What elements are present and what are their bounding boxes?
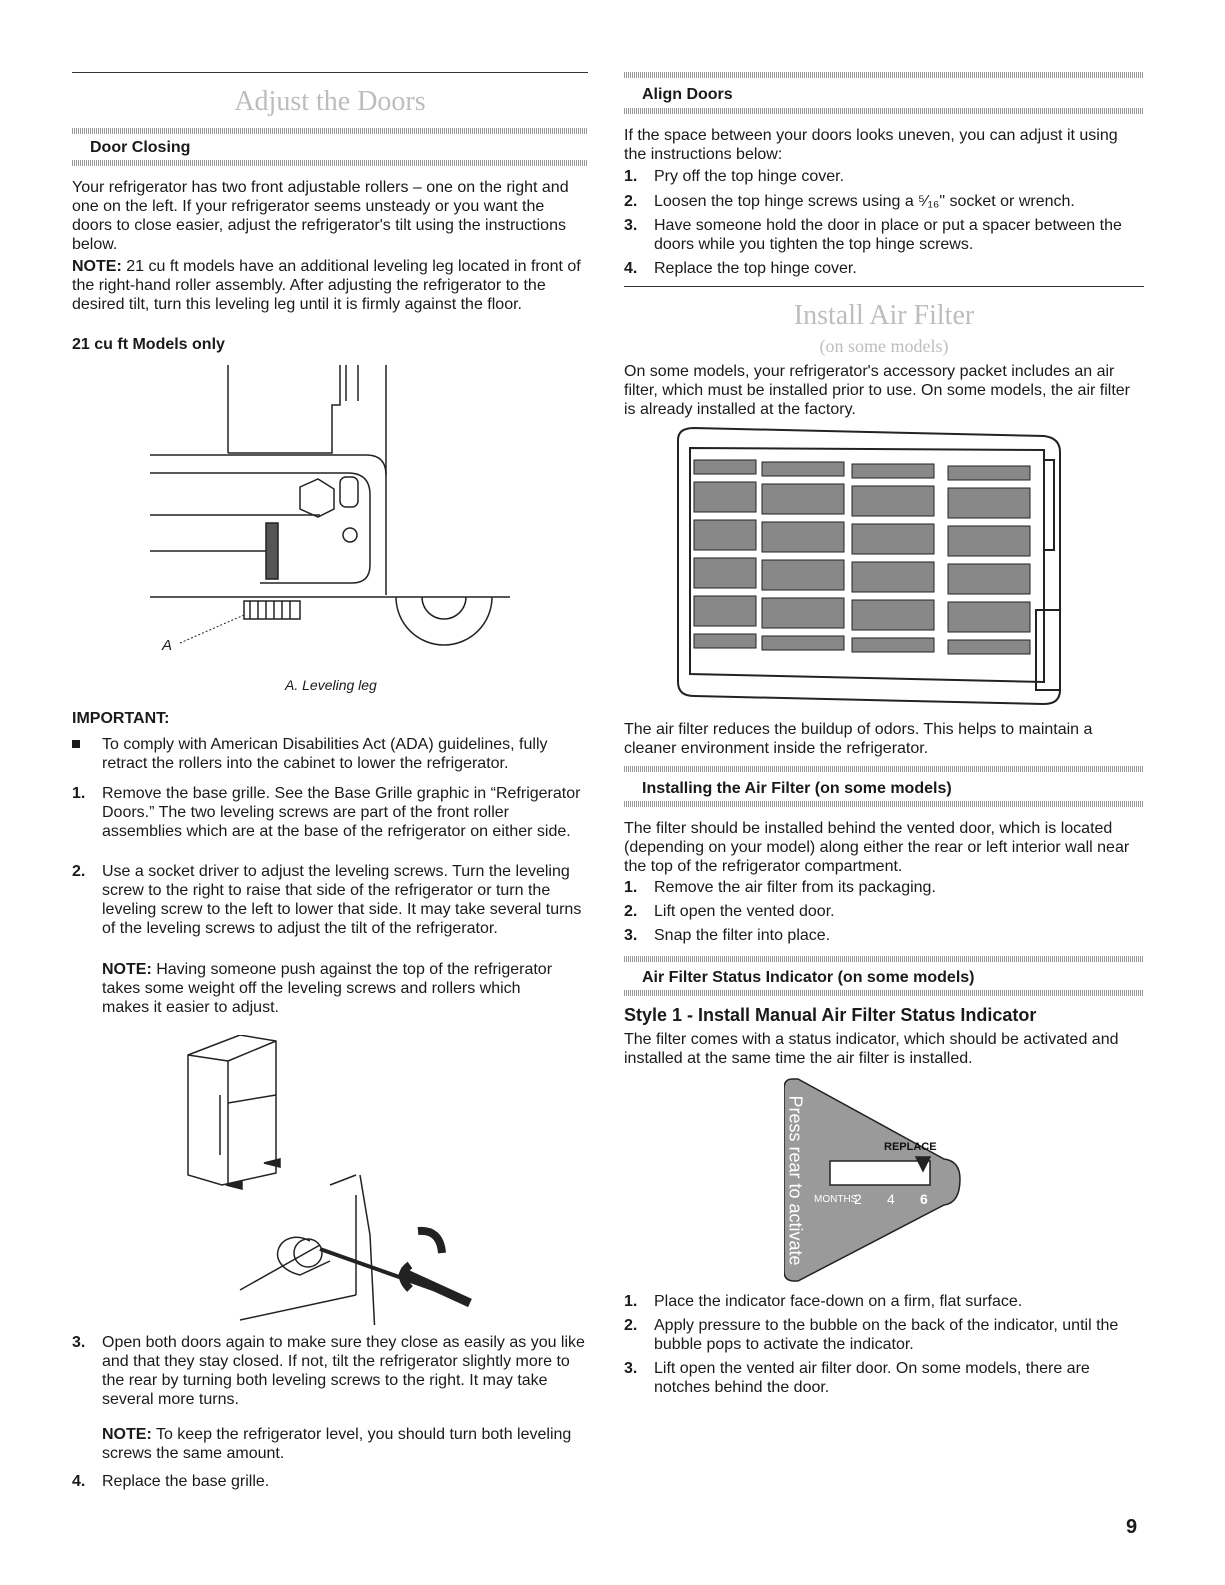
indicator-vertical-text: Press rear to activate	[785, 1095, 806, 1266]
align-step-3	[624, 216, 1144, 254]
status-step-3	[624, 1359, 1144, 1397]
step-text: Lift open the vented air filter door. On some models, there are notches behind the door.	[654, 1360, 1090, 1396]
hatch-rule	[624, 956, 1144, 962]
models-heading: 21 cu ft Models only	[72, 336, 225, 353]
step-text: Snap the filter into place.	[654, 927, 831, 944]
indicator-replace-label: REPLACE	[884, 1141, 937, 1153]
indicator-month-4: 4	[887, 1191, 895, 1207]
step-number: 3.	[624, 1360, 638, 1377]
step-text: Pry off the top hinge cover.	[654, 168, 845, 185]
installing-filter-heading: Installing the Air Filter (on some models)	[642, 780, 952, 797]
step-number: 1.	[72, 785, 86, 802]
note-level	[102, 1425, 572, 1463]
note-label: NOTE:	[102, 1426, 152, 1443]
installing-step-1	[624, 878, 1144, 897]
note-label: NOTE:	[72, 258, 122, 275]
indicator-month-6: 6	[920, 1191, 928, 1207]
note-label: NOTE:	[102, 961, 152, 978]
installing-intro: The filter should be installed behind the vented door, which is located (depending on your model) along either the rear or left interior wall near the top of the refrigerator compartment.	[624, 820, 1130, 875]
important-bullet	[72, 735, 588, 773]
hatch-rule	[72, 128, 588, 134]
note-text: 21 cu ft models have an additional leveling leg located in front of the right-hand roller assembly. After adjusting the refrigerator to the desired tilt, turn this leveling leg until it is firmly against the floor.	[72, 258, 581, 313]
section-subtitle-on-some-models: (on some models)	[819, 336, 949, 356]
page-number: 9	[1126, 1516, 1138, 1538]
hatch-rule	[624, 766, 1144, 772]
rule-install-filter	[624, 286, 1144, 287]
align-step-2	[624, 192, 1144, 211]
top-rule-left	[72, 72, 588, 73]
left-step-2	[72, 862, 588, 938]
figure-caption-leveling-leg: A. Leveling leg	[285, 677, 377, 693]
step-number: 2.	[624, 903, 638, 920]
hatch-rule	[624, 990, 1144, 996]
step-text: Remove the air filter from its packaging.	[654, 879, 936, 896]
note-text: To keep the refrigerator level, you should turn both leveling screws the same amount.	[102, 1426, 572, 1462]
door-closing-heading: Door Closing	[90, 139, 191, 156]
step-text: Apply pressure to the bubble on the back of the indicator, until the bubble pops to activate the indicator.	[654, 1317, 1119, 1353]
air-filter-illustration	[664, 420, 1080, 712]
step-number: 2.	[624, 193, 638, 210]
section-title-adjust-doors: Adjust the Doors	[234, 86, 426, 117]
step-text: Lift open the vented door.	[654, 903, 835, 920]
note-push	[102, 960, 572, 1017]
status-intro: The filter comes with a status indicator, which should be activated and installed at the same time the air filter is installed.	[624, 1031, 1119, 1067]
hatch-rule	[624, 801, 1144, 807]
important-heading: IMPORTANT:	[72, 710, 170, 727]
step-text: Remove the base grille. See the Base Grille graphic in “Refrigerator Doors.” The two leveling screws are part of the front roller assemblies which are at the base of the refrigerator on either side.	[102, 785, 581, 840]
align-doors-heading: Align Doors	[642, 86, 733, 103]
step-text: Loosen the top hinge screws using a ⁵⁄₁₆" socket or wrench.	[654, 193, 1075, 210]
indicator-months-label: MONTHS	[814, 1194, 858, 1205]
hatch-rule	[624, 72, 1144, 78]
align-doors-intro: If the space between your doors looks uneven, you can adjust it using the instructions below:	[624, 127, 1118, 163]
step-text: Open both doors again to make sure they close as easily as you like and that they stay closed. If not, tilt the refrigerator slightly more to the rear by turning both leveling screws to the right. It may take several more turns.	[102, 1334, 585, 1408]
filter-reduces-odors: The air filter reduces the buildup of odors. This helps to maintain a cleaner environment inside the refrigerator.	[624, 721, 1093, 757]
left-step-3	[72, 1333, 588, 1409]
leveling-leg-illustration	[140, 365, 520, 660]
bullet-square-icon	[72, 740, 80, 748]
important-bullet-text: To comply with American Disabilities Act (ADA) guidelines, fully retract the rollers into the cabinet to lower the refrigerator.	[102, 736, 548, 772]
socket-driver-illustration	[180, 1035, 500, 1325]
status-step-1	[624, 1292, 1144, 1311]
status-indicator-illustration	[784, 1075, 974, 1285]
step-text: Replace the base grille.	[102, 1473, 270, 1490]
step-number: 2.	[624, 1317, 638, 1334]
door-closing-para: Your refrigerator has two front adjustable rollers – one on the right and one on the left. If your refrigerator seems unsteady or you want the doors to close easier, adjust the refrigerator's tilt using the instructions below.	[72, 179, 569, 253]
left-step-1	[72, 784, 588, 841]
note-21cuft	[72, 257, 588, 314]
step-number: 3.	[624, 927, 638, 944]
indicator-month-2: 2	[854, 1191, 862, 1207]
step-number: 1.	[624, 1293, 638, 1310]
installing-step-3	[624, 926, 1144, 945]
step-number: 2.	[72, 863, 86, 880]
hatch-rule	[72, 160, 588, 166]
status-step-2	[624, 1316, 1144, 1354]
left-step-4	[72, 1472, 588, 1491]
step-number: 1.	[624, 168, 638, 185]
align-step-1	[624, 167, 1144, 186]
style-1-heading: Style 1 - Install Manual Air Filter Status Indicator	[624, 1005, 1037, 1025]
section-title-install-air-filter: Install Air Filter	[793, 300, 975, 331]
step-text: Place the indicator face-down on a firm, flat surface.	[654, 1293, 1023, 1310]
align-step-4	[624, 259, 1144, 278]
figure-callout-a: A	[162, 637, 173, 654]
step-number: 3.	[72, 1334, 86, 1351]
step-number: 4.	[624, 260, 638, 277]
step-text: Replace the top hinge cover.	[654, 260, 857, 277]
hatch-rule	[624, 108, 1144, 114]
step-number: 1.	[624, 879, 638, 896]
filter-intro: On some models, your refrigerator's accessory packet includes an air filter, which must be installed prior to use. On some models, the air filter is already installed at the factory.	[624, 363, 1130, 418]
step-number: 4.	[72, 1473, 86, 1490]
step-number: 3.	[624, 217, 638, 234]
note-text: Having someone push against the top of the refrigerator takes some weight off the leveling screws and rollers which makes it easier to adjust.	[102, 961, 553, 1016]
status-indicator-heading: Air Filter Status Indicator (on some models)	[642, 969, 975, 986]
step-text: Have someone hold the door in place or put a spacer between the doors while you tighten the top hinge screws.	[654, 217, 1122, 253]
installing-step-2	[624, 902, 1144, 921]
step-text: Use a socket driver to adjust the leveling screws. Turn the leveling screw to the right to raise that side of the refrigerator or turn the leveling screw to the left to lower that side. It may take several turns of the leveling screws to adjust the tilt of the refrigerator.	[102, 863, 582, 937]
